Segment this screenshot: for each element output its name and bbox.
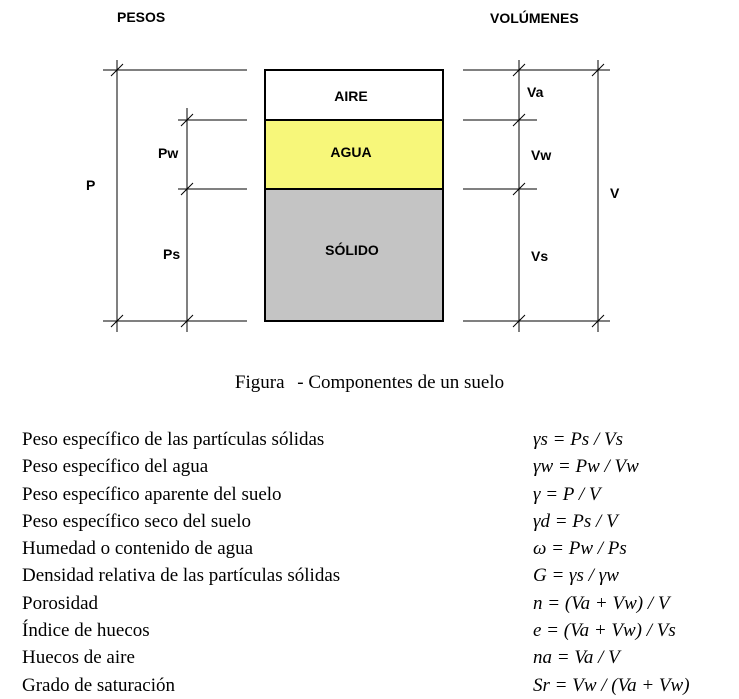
- definitions-list: [22, 426, 722, 699]
- phase-air-label: AIRE: [334, 88, 368, 104]
- definition-formula: γw = Pw / Vw: [533, 456, 639, 478]
- definition-name: Peso específico del agua: [22, 456, 209, 478]
- caption-prefix: Figura: [234, 372, 285, 393]
- weight-dimension-lines: [103, 60, 247, 332]
- definition-name: Peso específico seco del suelo: [22, 510, 251, 532]
- definition-row: [22, 481, 722, 508]
- weight-total-label: P: [86, 177, 96, 193]
- weights-header: PESOS: [117, 9, 166, 25]
- definition-name: Peso específico de las partículas sólidas: [22, 429, 325, 450]
- definition-name: Huecos de aire: [22, 647, 135, 669]
- definition-row: [22, 535, 722, 562]
- definition-row: [22, 562, 722, 589]
- definition-formula: G = γs / γw: [533, 565, 619, 587]
- volume-solid-label: Vs: [531, 248, 549, 264]
- definition-name: Humedad o contenido de agua: [22, 538, 254, 560]
- weight-water-label: Pw: [158, 145, 179, 161]
- definition-formula: Sr = Vw / (Va + Vw): [533, 674, 690, 696]
- definition-row: [22, 644, 722, 671]
- definition-row: [22, 508, 722, 535]
- definition-name: Peso específico aparente del suelo: [22, 483, 282, 505]
- definition-name: Índice de huecos: [22, 620, 150, 642]
- definition-row: [22, 453, 722, 480]
- volume-dimension-lines: [463, 60, 610, 332]
- definition-name: Densidad relativa de las partículas sólidas: [22, 565, 341, 587]
- phase-solid-label: SÓLIDO: [325, 242, 379, 258]
- definition-row: [22, 617, 722, 644]
- definition-name: Porosidad: [22, 592, 98, 614]
- definition-name: Grado de saturación: [22, 674, 175, 696]
- volumes-header: VOLÚMENES: [490, 10, 579, 26]
- volume-water-label: Vw: [531, 147, 552, 163]
- definition-formula: ω = Pw / Ps: [533, 538, 627, 560]
- definition-row: [22, 672, 722, 699]
- weight-solid-label: Ps: [163, 246, 181, 262]
- definition-row: [22, 590, 722, 617]
- volume-air-label: Va: [527, 84, 544, 100]
- figure-caption: [0, 372, 739, 394]
- definition-formula: γ = P / V: [533, 483, 601, 505]
- definition-formula: γd = Ps / V: [533, 510, 618, 532]
- definition-formula: n = (Va + Vw) / V: [533, 592, 670, 614]
- definition-formula: na = Va / V: [533, 647, 620, 669]
- definition-formula: e = (Va + Vw) / Vs: [533, 620, 676, 642]
- definition-row: [22, 426, 722, 453]
- caption-text: - Componentes de un suelo: [297, 372, 505, 393]
- volume-total-label: V: [610, 185, 620, 201]
- phase-water-label: AGUA: [330, 144, 372, 160]
- definition-formula: γs = Ps / Vs: [533, 429, 623, 450]
